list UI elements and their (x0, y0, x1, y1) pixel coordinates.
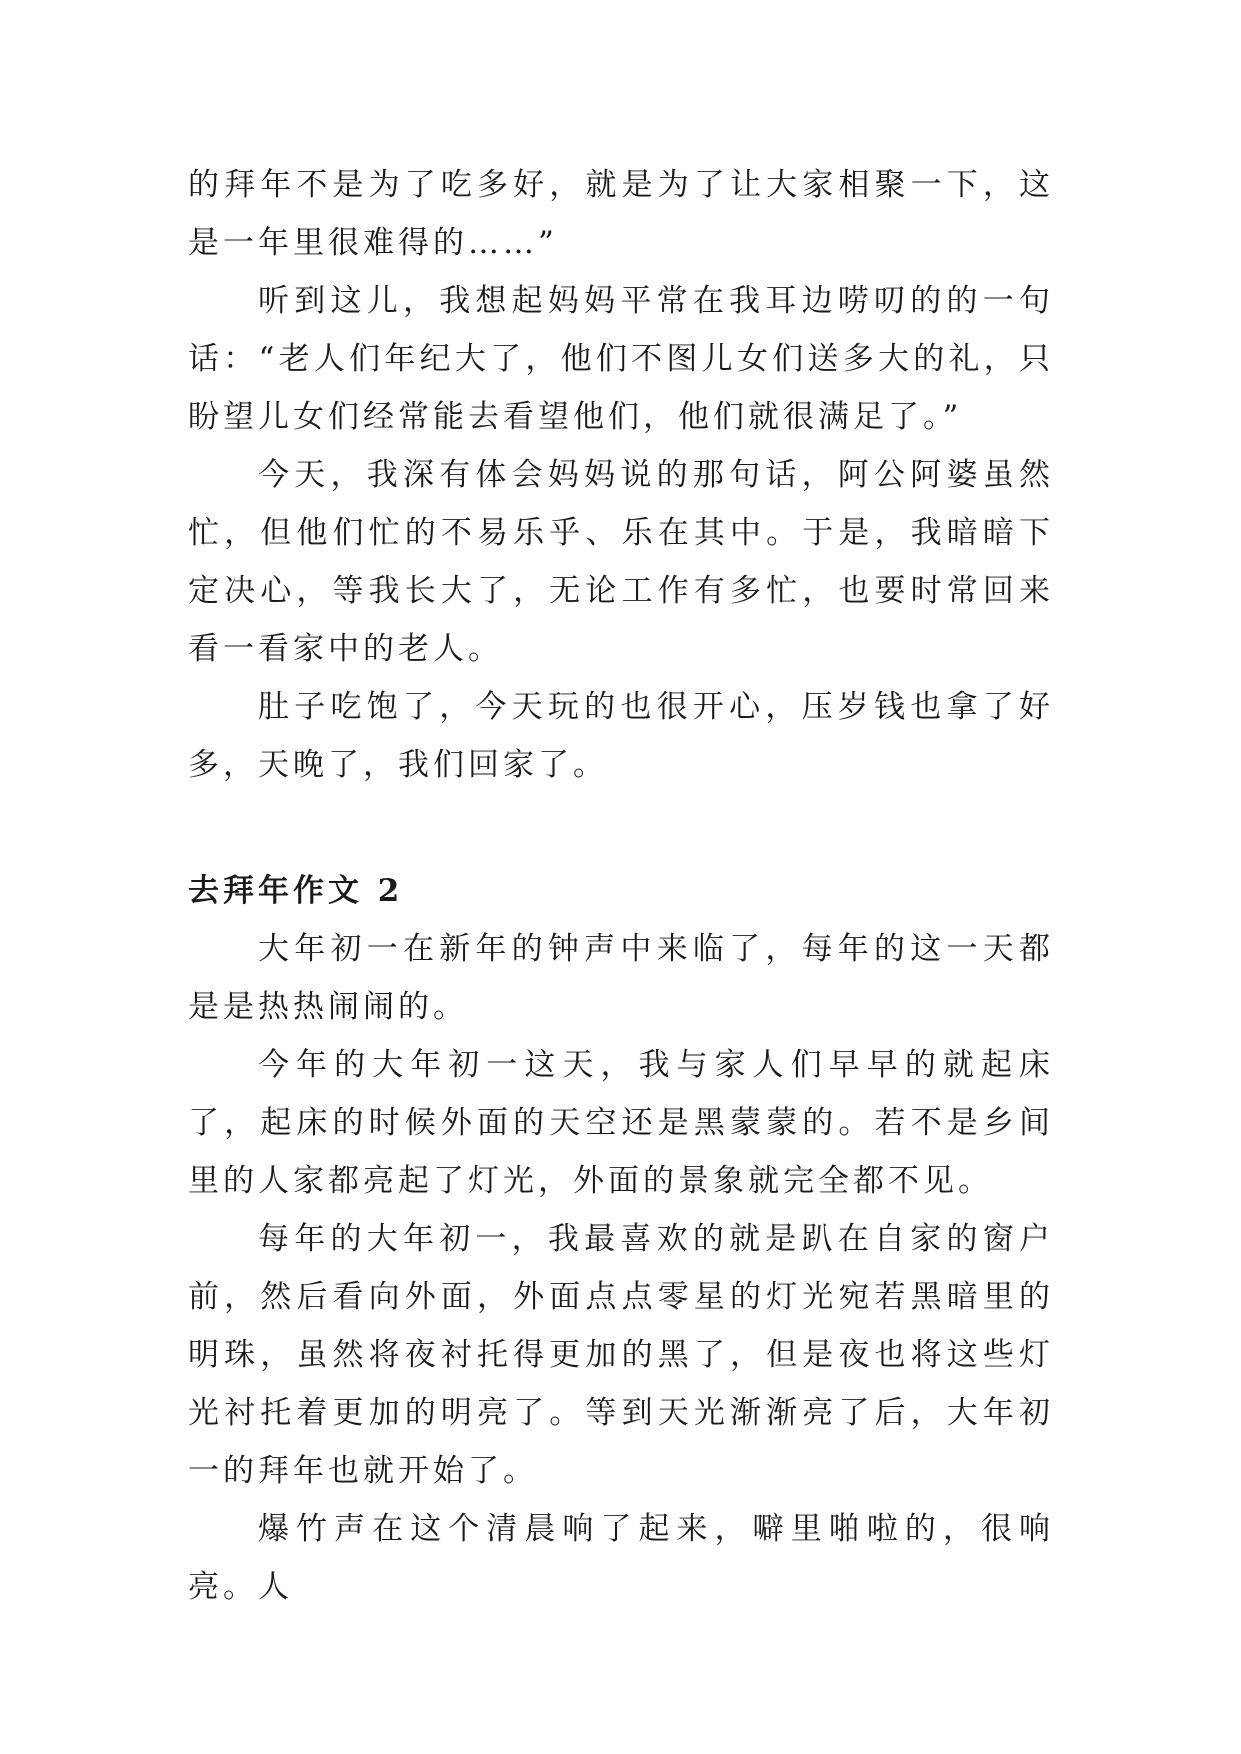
essay-part-2 (188, 920, 1054, 1616)
paragraph: 肚子吃饱了，今天玩的也很开心，压岁钱也拿了好多，天晚了，我们回家了。 (188, 689, 1054, 783)
paragraph-continued: 的拜年不是为了吃多好，就是为了让大家相聚一下，这是一年里很难得的……” (188, 167, 1054, 261)
section-title: 去拜年作文 2 (188, 873, 404, 909)
paragraph: 大年初一在新年的钟声中来临了，每年的这一天都是是热热闹闹的。 (188, 931, 1054, 1025)
paragraph: 今年的大年初一这天，我与家人们早早的就起床了，起床的时候外面的天空还是黑蒙蒙的。若不是乡间里的人家都亮起了灯光，外面的景象就完全都不见。 (188, 1047, 1054, 1199)
paragraph: 今天，我深有体会妈妈说的那句话，阿公阿婆虽然忙，但他们忙的不易乐乎、乐在其中。于是，我暗暗下定决心，等我长大了，无论工作有多忙，也要时常回来看一看家中的老人。 (188, 457, 1054, 667)
paragraph: 每年的大年初一，我最喜欢的就是趴在自家的窗户前，然后看向外面，外面点点零星的灯光宛若黑暗里的明珠，虽然将夜衬托得更加的黑了，但是夜也将这些灯光衬托着更加的明亮了。等到天光渐渐亮了后，大年初一的拜年也就开始了。 (188, 1221, 1054, 1489)
paragraph: 爆竹声在这个清晨响了起来，噼里啪啦的，很响亮。人 (188, 1511, 1054, 1605)
paragraph: 听到这儿，我想起妈妈平常在我耳边唠叨的的一句话：“老人们年纪大了，他们不图儿女们送多大的礼，只盼望儿女们经常能去看望他们，他们就很满足了。” (188, 283, 1054, 435)
essay-part-1 (188, 156, 1054, 794)
